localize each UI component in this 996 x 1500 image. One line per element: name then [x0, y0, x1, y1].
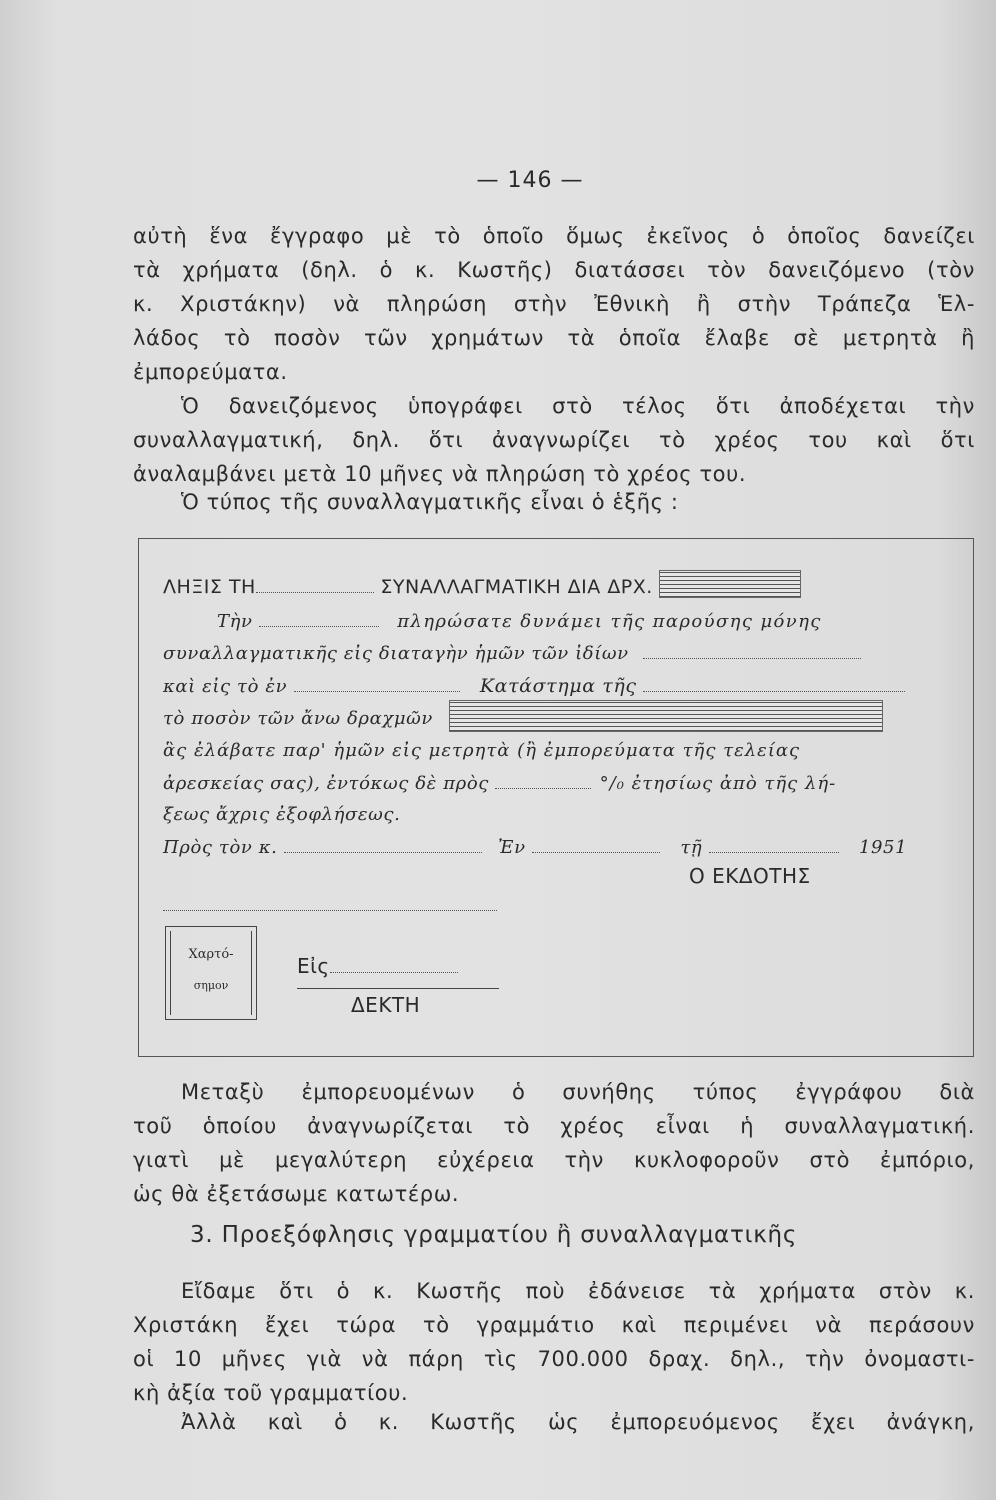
form-text: ξεως ἄχρις ἐξοφλήσεως. [163, 804, 401, 825]
section-heading: 3. Προεξόφλησις γραμματίου ἢ συναλλαγματικῆς [190, 1222, 798, 1248]
text-line: Εἴδαμε ὅτι ὁ κ. Κωστῆς ποὺ ἐδάνεισε τὰ χρήματα στὸν κ. [181, 1279, 975, 1303]
text-line: οἱ 10 μῆνες γιὰ νὰ πάρη τὶς 700.000 δραχ. δηλ., τὴν ὀνομαστι- [133, 1347, 975, 1371]
text-line: Ἀλλὰ καὶ ὁ κ. Κωστῆς ὡς ἐμπορευόμενος ἔχει ἀνάγκη, [181, 1410, 975, 1434]
text-line: Χριστάκη ἔχει τώρα τὸ γραμμάτιο καὶ περιμένει νὰ περάσουν [133, 1313, 975, 1337]
form-text: τῇ [680, 837, 703, 858]
text-line: γιατὶ μὲ μεγαλύτερη εὐχέρεια τὴν κυκλοφοροῦν στὸ ἐμπόριο, [133, 1148, 975, 1172]
form-line-8 [163, 804, 400, 825]
form-text: Ἐν [498, 837, 526, 858]
form-text: ἃς ἐλάβατε παρ' ἡμῶν εἰς μετρητὰ (ἢ ἐμπορεύματα τῆς τελείας [163, 740, 801, 761]
text-line: τὰ χρήματα (δηλ. ὁ κ. Κωστῆς) διατάσσει τὸν δανειζόμενο (τὸν [133, 258, 975, 282]
stamp-label-bottom: σημον [193, 979, 229, 992]
bill-of-exchange-form [138, 538, 974, 1057]
stamp-frame [170, 931, 252, 1015]
form-line-2 [217, 610, 822, 632]
form-blank [532, 836, 660, 853]
form-header-row [163, 576, 801, 598]
issuer-signature-line [163, 894, 497, 915]
text-line: τοῦ ὁποίου ἀναγνωρίζεται τὸ χρέος εἶναι ἡ συναλλαγματική. [133, 1114, 975, 1138]
maturity-label: ΛΗΞΙΣ ΤΗ [163, 576, 256, 598]
amount-words-box [449, 700, 883, 732]
form-text: Τὴν [217, 611, 253, 632]
revenue-stamp-box [165, 926, 257, 1020]
form-text: ἀρεσκείας σας), ἐντόκως δὲ πρὸς [163, 773, 489, 794]
form-blank [709, 836, 839, 853]
text-line: κ. Χριστάκην) νὰ πληρώση στὴν Ἐθνικὴ ἢ στὴν Τράπεζα Ἑλ- [133, 292, 975, 316]
form-text: Πρὸς τὸν κ. [163, 837, 278, 858]
text-line: ἀναλαμβάνει μετὰ 10 μῆνες νὰ πληρώση τὸ χρέος του. [133, 462, 747, 486]
form-blank [330, 956, 458, 973]
paragraph-4 [133, 1075, 975, 1211]
form-line-7 [163, 772, 836, 794]
text-line: ὡς θὰ ἐξετάσωμε κατωτέρω. [133, 1182, 460, 1206]
acceptor-to-row [297, 954, 458, 978]
amount-box [659, 570, 801, 598]
form-blank [495, 772, 591, 789]
page-number: — 146 — [476, 168, 584, 193]
text-line: Μεταξὺ ἐμπορευομένων ὁ συνήθης τύπος ἐγγράφου διὰ [181, 1080, 975, 1104]
form-text: Κατάστημα τῆς [479, 675, 637, 697]
paragraph-5 [133, 1274, 975, 1410]
maturity-blank [256, 576, 374, 593]
text-line: Ὁ δανειζόμενος ὑπογράφει στὸ τέλος ὅτι ἀποδέχεται τὴν [181, 394, 975, 418]
form-year: 1951 [858, 837, 908, 858]
text-line: λάδος τὸ ποσὸν τῶν χρημάτων τὰ ὁποῖα ἔλαβε σὲ μετρητὰ ἢ [133, 326, 975, 350]
form-blank [259, 610, 379, 627]
form-text: συναλλαγματικῆς εἰς διαταγὴν ἡμῶν τῶν ἰδίων [163, 643, 629, 664]
stamp-label-top: Χαρτό- [188, 947, 234, 962]
form-text: καὶ εἰς τὸ ἐν [163, 676, 288, 697]
form-blank [643, 675, 905, 692]
text-line: κὴ ἀξία τοῦ γραμματίου. [133, 1381, 409, 1405]
form-text: °/₀ ἐτησίως ἀπὸ τῆς λή- [599, 773, 837, 794]
acceptor-rule [297, 988, 499, 989]
paragraph-6 [133, 1405, 975, 1439]
issuer-label: Ο ΕΚΔΟΤΗΣ [689, 864, 811, 888]
text-line: συναλλαγματική, δηλ. ὅτι ἀναγνωρίζει τὸ χρέος του καὶ ὅτι [133, 428, 975, 452]
acceptor-label: ΔΕΚΤΗ [351, 993, 421, 1017]
bill-title: ΣΥΝΑΛΛΑΓΜΑΤΙΚΗ ΔΙΑ ΔΡΧ. [380, 576, 653, 598]
text-line: αὐτὴ ἕνα ἔγγραφο μὲ τὸ ὁποῖο ὅμως ἐκεῖνος ὁ ὁποῖος δανείζει [133, 224, 975, 248]
form-line-4 [163, 675, 905, 697]
form-blank [284, 836, 482, 853]
text-line: ἐμπορεύματα. [133, 360, 288, 384]
form-line-9 [163, 836, 907, 858]
acceptor-to-label: Εἰς [297, 954, 330, 978]
paragraph-2 [133, 389, 975, 491]
form-text: τὸ ποσὸν τῶν ἄνω δραχμῶν [163, 708, 433, 729]
text-line: Ὁ τύπος τῆς συναλλαγματικῆς εἶναι ὁ ἑξῆς : [181, 490, 679, 514]
form-line-3 [163, 642, 861, 664]
form-blank [294, 675, 460, 692]
form-blank [643, 642, 861, 659]
paragraph-1 [133, 219, 975, 389]
form-text: πληρώσατε δυνάμει τῆς παρούσης μόνης [397, 611, 822, 632]
form-line-6 [163, 740, 800, 761]
paragraph-3 [133, 485, 975, 519]
form-line-5 [163, 706, 883, 732]
form-top-rule [139, 538, 973, 539]
form-blank [163, 894, 497, 911]
